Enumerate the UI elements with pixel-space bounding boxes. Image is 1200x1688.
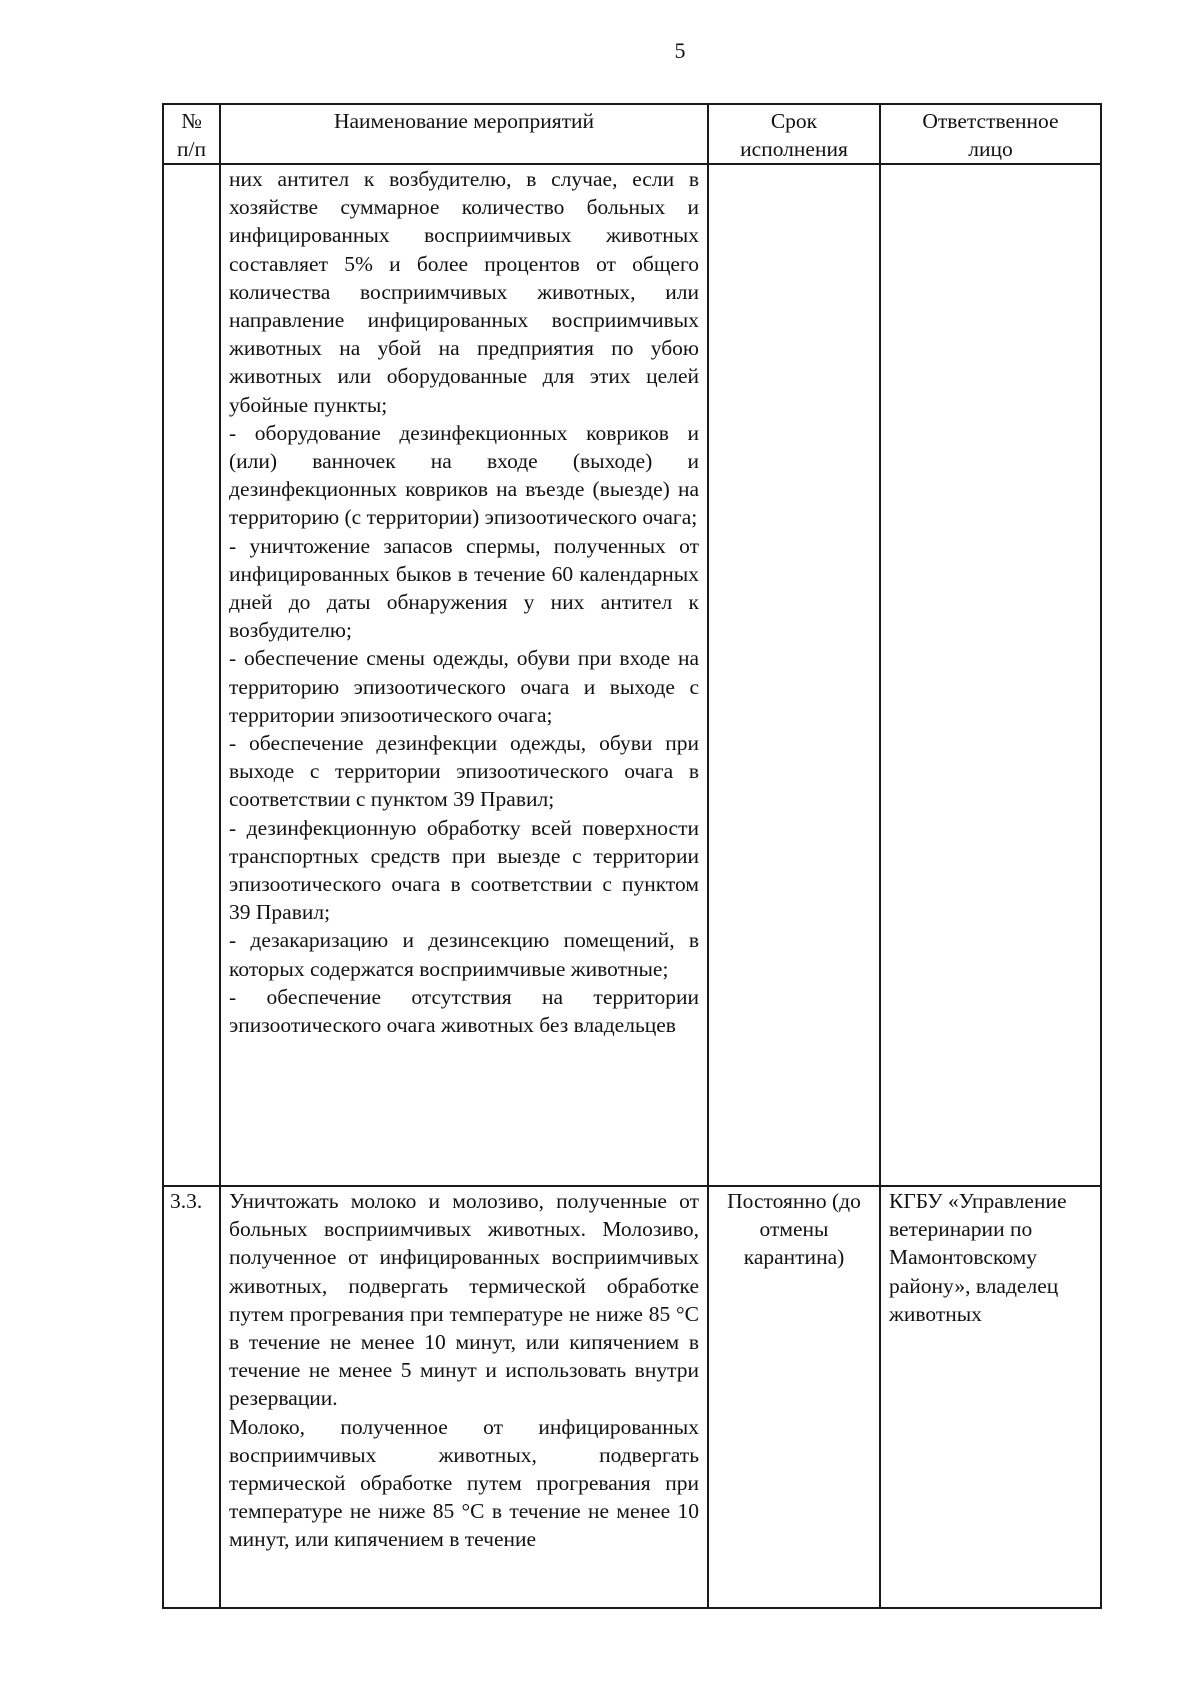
row-action <box>220 1186 708 1608</box>
row-number <box>163 164 220 1186</box>
table-row <box>163 164 1101 1186</box>
row-deadline <box>708 164 880 1186</box>
header-deadline <box>708 104 880 164</box>
row-number: 3.3. <box>163 1186 220 1608</box>
action-paragraph: - дезинфекционную обработку всей поверхности транспортных средств при выезде с территории эпизоотического очага в соответствии с пунктом 39 Правил; <box>229 815 699 925</box>
header-number-line2: п/п <box>177 137 206 161</box>
header-deadline-line1: Срок <box>770 109 818 133</box>
action-paragraph: - обеспечение отсутствия на территории эпизоотического очага животных без владельцев <box>229 984 699 1038</box>
header-responsible-line1: Ответственное <box>922 109 1059 133</box>
action-paragraph: Молоко, полученное от инфицированных восприимчивых животных, подвергать термической обработке путем прогревания при температуре не ниже 85 °С в течение не менее 10 минут, или кипячением в течение <box>229 1414 699 1552</box>
header-deadline-line2: исполнения <box>740 137 848 161</box>
header-responsible-line2: лицо <box>968 137 1013 161</box>
measures-table <box>162 103 1102 1609</box>
action-paragraph: - уничтожение запасов спермы, полученных от инфицированных быков в течение 60 календарных дней до даты обнаружения у них антител к возбудителю; <box>229 533 699 643</box>
action-paragraph: - обеспечение дезинфекции одежды, обуви при выходе с территории эпизоотического очага в соответствии с пунктом 39 Правил; <box>229 731 699 812</box>
action-paragraph: - дезакаризацию и дезинсекцию помещений, в которых содержатся восприимчивые животные; <box>229 928 699 981</box>
row-deadline: Постоянно (до отмены карантина) <box>708 1186 880 1608</box>
page-number: 5 <box>674 38 686 63</box>
header-number-line1: № <box>181 109 202 133</box>
header-responsible <box>880 104 1101 164</box>
row-responsible <box>880 164 1101 1186</box>
table-header-row <box>163 104 1101 164</box>
action-paragraph: них антител к возбудителю, в случае, если в хозяйстве суммарное количество больных и инфицированных восприимчивых животных составляет 5% и более процентов от общего количества восприимчивых животных, или направление инфицированных восприимчивых животных на убой на предприятия по убою животных или оборудованные для этих целей убойные пункты; <box>229 167 699 417</box>
header-action <box>220 104 708 164</box>
row-responsible: КГБУ «Управление ветеринарии по Мамонтовскому району», владелец животных <box>880 1186 1101 1608</box>
action-paragraph: Уничтожать молоко и молозиво, полученные от больных восприимчивых животных. Молозиво, полученное от инфицированных восприимчивых животных, подвергать термической обработке путем прогревания при температуре не ниже 85 °С в течение не менее 10 минут, или кипячением в течение не менее 5 минут и использовать внутри резервации. <box>229 1189 699 1411</box>
header-number <box>163 104 220 164</box>
action-paragraph: - обеспечение смены одежды, обуви при входе на территорию эпизоотического очага и выходе с территории эпизоотического очага; <box>229 646 699 727</box>
action-paragraph: - оборудование дезинфекционных ковриков и (или) ванночек на входе (выходе) и дезинфекционных ковриков на въезде (выезде) на территорию (с территории) эпизоотического очага; <box>229 420 699 530</box>
row-action <box>220 164 708 1186</box>
header-action-label: Наименование мероприятий <box>333 109 595 133</box>
table-row <box>163 1186 1101 1608</box>
